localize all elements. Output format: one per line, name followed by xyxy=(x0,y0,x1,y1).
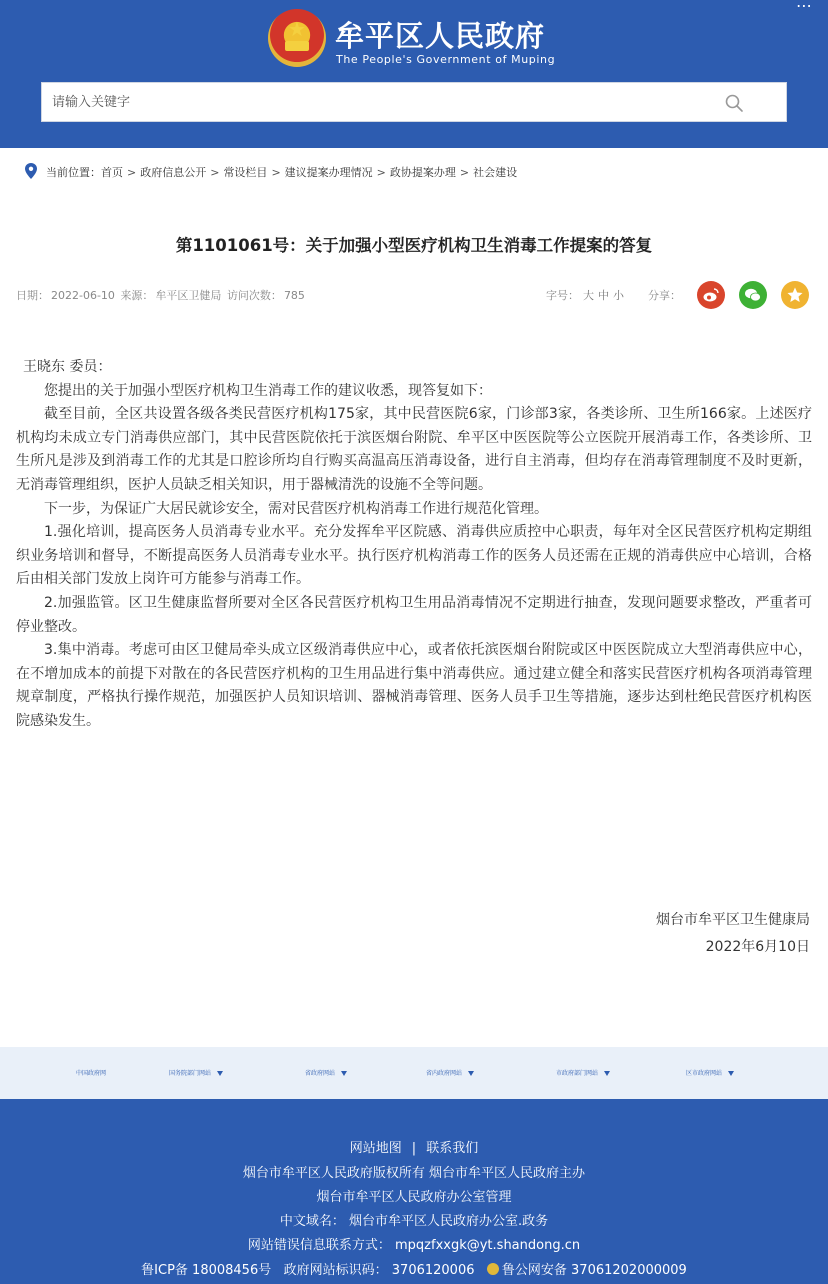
footer-links xyxy=(0,1137,828,1156)
police-badge-icon xyxy=(487,1263,499,1275)
link-label: 省内政府网站 xyxy=(426,1070,463,1077)
link-state-council-depts[interactable] xyxy=(169,1068,223,1077)
signature-org: 烟台市牟平区卫生健康局 xyxy=(656,912,810,928)
footer-registration xyxy=(0,1259,828,1278)
link-district-gov[interactable] xyxy=(686,1068,734,1077)
site-id: 政府网站标识码： 3706120006 xyxy=(283,1263,475,1278)
breadcrumb-separator: > xyxy=(376,166,386,179)
site-footer xyxy=(0,1099,828,1284)
sitemap-link[interactable]: 网站地图 xyxy=(349,1141,402,1156)
publish-date: 2022-06-10 xyxy=(51,289,115,302)
footer-domain: 中文域名： 烟台市牟平区人民政府办公室.政务 xyxy=(279,1214,549,1229)
link-province-gov[interactable] xyxy=(305,1068,347,1077)
breadcrumb-label: 当前位置： xyxy=(46,166,101,179)
link-label: 区市政府网站 xyxy=(686,1070,723,1077)
wechat-icon xyxy=(744,286,762,304)
date-label: 日期： xyxy=(16,289,49,302)
breadcrumb-item-home[interactable]: 首页 xyxy=(101,166,123,179)
share-weibo-button[interactable] xyxy=(697,281,725,309)
visits-label: 访问次数： xyxy=(226,289,282,302)
font-size-large-button[interactable]: 大 xyxy=(583,289,594,302)
dropdown-arrow-icon xyxy=(604,1071,610,1076)
link-central-gov[interactable] xyxy=(76,1068,106,1077)
link-label: 省政府网站 xyxy=(305,1070,336,1077)
article-source: 牟平区卫健局 xyxy=(155,289,222,302)
share-label: 分享： xyxy=(648,289,681,302)
font-size-label: 字号： xyxy=(546,289,579,302)
site-subtitle: The People's Government of Muping xyxy=(336,53,556,66)
footer-error-contact: 网站错误信息联系方式： mpqzfxxgk@yt.shandong.cn xyxy=(247,1238,581,1253)
police-record[interactable]: 鲁公网安备 37061202000009 xyxy=(501,1263,687,1278)
source-label: 来源： xyxy=(120,289,154,302)
breadcrumb-separator: > xyxy=(127,166,137,179)
star-icon xyxy=(786,286,804,304)
link-label: 国务院部门网站 xyxy=(169,1070,212,1077)
paragraph: 截至目前，全区共设置各级各类民营医疗机构175家，其中民营医院6家，门诊部3家，各类诊所、卫生所166家。上述医疗机构均未成立专门消毒供应部门，其中民营医院依托于滨医烟台附院、牟平区中医医院等公立医院开展消毒工作，各类诊所、卫生所凡是涉及到消毒工作的尤其是口腔诊所均自行购买高温高压消毒设备，进行自主消毒，但均存在消毒管理制度不及时更新，无消毒管理组织，医护人员缺乏相关知识，用于器械清洗的设施不全等问题。 xyxy=(16,406,812,493)
share-wechat-button[interactable] xyxy=(739,281,767,309)
dropdown-arrow-icon xyxy=(468,1071,474,1076)
national-emblem-icon: ★ xyxy=(268,9,326,67)
site-header xyxy=(0,0,828,148)
breadcrumb-item-social-construction[interactable]: 社会建设 xyxy=(473,166,518,179)
breadcrumb-separator: > xyxy=(459,166,470,179)
dropdown-arrow-icon xyxy=(341,1071,347,1076)
article-title: 第1101061号：关于加强小型医疗机构卫生消毒工作提案的答复 xyxy=(175,236,653,255)
dropdown-arrow-icon xyxy=(728,1071,734,1076)
weibo-icon xyxy=(702,286,720,304)
article-content xyxy=(16,356,812,734)
paragraph: 下一步，为保证广大居民就诊安全，需对民营医疗机构消毒工作进行规范化管理。 xyxy=(44,500,548,517)
salutation: 王晓东 委员： xyxy=(23,359,112,375)
footer-managed: 烟台市牟平区人民政府办公室管理 xyxy=(316,1190,512,1205)
link-in-province-gov[interactable] xyxy=(426,1068,474,1077)
font-size-small-button[interactable]: 小 xyxy=(613,289,624,302)
top-menu-icon[interactable]: ⋯ xyxy=(796,0,812,15)
paragraph: 1.强化培训，提高医务人员消毒专业水平。充分发挥牟平区院感、消毒供应质控中心职责，每年对全区民营医疗机构定期组织业务培训和督导，不断提高医务人员消毒专业水平。执行医疗机构消毒工作的医务人员还需在正规的消毒供应中心培训，合格后由相关部门发放上岗许可方能参与消毒工作。 xyxy=(16,524,812,588)
footer-copyright: 烟台市牟平区人民政府版权所有 烟台市牟平区人民政府主办 xyxy=(242,1166,586,1181)
breadcrumb-item-proposal-handling[interactable]: 建议提案办理情况 xyxy=(284,166,373,179)
contact-link[interactable]: 联系我们 xyxy=(426,1141,479,1156)
site-title[interactable]: 牟平区人民政府 xyxy=(335,19,546,53)
link-label: 市政府部门网站 xyxy=(556,1070,599,1077)
font-size-control xyxy=(546,287,624,303)
paragraph: 3.集中消毒。考虑可由区卫健局牵头成立区级消毒供应中心，或者依托滨医烟台附院或区中医医院成立大型消毒供应中心，在不增加成本的前提下对散在的各民营医疗机构的卫生用品进行集中消毒供应。通过建立健全和落实民营医疗机构各项消毒管理规章制度，严格执行操作规范，加强医护人员知识培训、器械消毒管理、医务人员手卫生等措施，逐步达到杜绝民营医疗机构医院感染发生。 xyxy=(16,642,812,729)
font-size-medium-button[interactable]: 中 xyxy=(598,289,609,302)
breadcrumb-item-gov-info[interactable]: 政府信息公开 xyxy=(140,166,207,179)
search-icon[interactable] xyxy=(724,93,744,113)
link-label: 中国政府网 xyxy=(76,1070,107,1077)
breadcrumb-separator: > xyxy=(210,166,220,179)
paragraph: 您提出的关于加强小型医疗机构卫生消毒工作的建议收悉，现答复如下： xyxy=(44,382,492,399)
breadcrumb-item-cppcc-proposal[interactable]: 政协提案办理 xyxy=(389,166,456,179)
article-meta xyxy=(16,287,307,303)
link-city-depts[interactable] xyxy=(556,1068,610,1077)
breadcrumb-separator: > xyxy=(271,166,281,179)
paragraph: 2.加强监管。区卫生健康监督所要对全区各民营医疗机构卫生用品消毒情况不定期进行抽查，发现问题要求整改，严重者可停业整改。 xyxy=(16,594,812,635)
breadcrumb-item-standing-column[interactable]: 常设栏目 xyxy=(223,166,268,179)
visit-count: 785 xyxy=(283,289,305,302)
search-input[interactable] xyxy=(52,83,702,121)
search-box xyxy=(41,82,787,122)
signature-date: 2022年6月10日 xyxy=(705,939,810,955)
related-links-bar xyxy=(0,1047,828,1099)
location-pin-icon xyxy=(24,162,38,180)
footer-separator: | xyxy=(411,1141,417,1156)
dropdown-arrow-icon xyxy=(217,1071,223,1076)
favorite-button[interactable] xyxy=(781,281,809,309)
icp-number[interactable]: 鲁ICP备 18008456号 xyxy=(141,1263,272,1278)
